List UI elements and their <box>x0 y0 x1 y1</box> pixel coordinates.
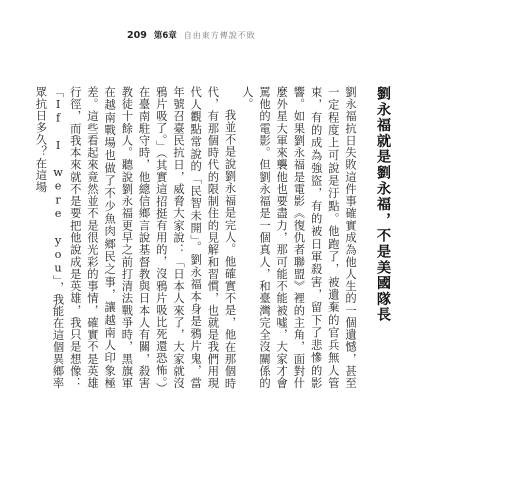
running-header <box>127 29 256 41</box>
section-heading: 劉永福就是劉永福，不是美國隊長 <box>375 86 391 323</box>
paragraph-1: 劉永福抗日失敗這件事確實成為他人生的一個遺憾，甚至一定程度上可說是汙點。他跑了，被遺棄的官兵無人管束，有的成為強盜，有的被日軍殺害，留下了悲慘的影響。如果劉永福是電影《復仇者聯盟》裡的主角，面對什麼外星大軍來襲他也要盡力，那可能不能被噓，大家才會罵他的電影。但劉永福是一個真人，和臺灣完全沒關係的人。 <box>240 86 357 389</box>
paragraph-2: 我並不是說劉永福是完人。他確實不是，他在那個時代，有那個時代的限制住的見解和習慣，也就是我們用現代人觀點常說的「民智未開」。劉永福本身是鴉片鬼，當年號召臺民抗日，威脅大家說：「日本人來了，大家就沒鴉片吸了。」（其實這招挺有用的，沒鴉片吸比死還恐怖。）在臺南駐守時，他總信鄉言說基督教與日本人有關，殺害教徒十餘人。聽說劉永福更早之前打清法戰爭時，黑旗軍在越南戰場也做了不少魚肉鄉民之事，讓越南人印象極差。這些看起來竟然並不是很光彩的事情，確實不是英雄行徑，而我本來就不是要把他說成是英雄，我只是想像：「If I were you」，我能在這個異鄉率眾抗日多久？在這場 <box>34 86 237 389</box>
vertical-body-text <box>32 86 393 389</box>
chapter-title: 自由東方傳說不敗 <box>183 31 256 40</box>
chapter-label: 第6章 <box>153 31 177 41</box>
page-number: 209 <box>127 30 147 41</box>
